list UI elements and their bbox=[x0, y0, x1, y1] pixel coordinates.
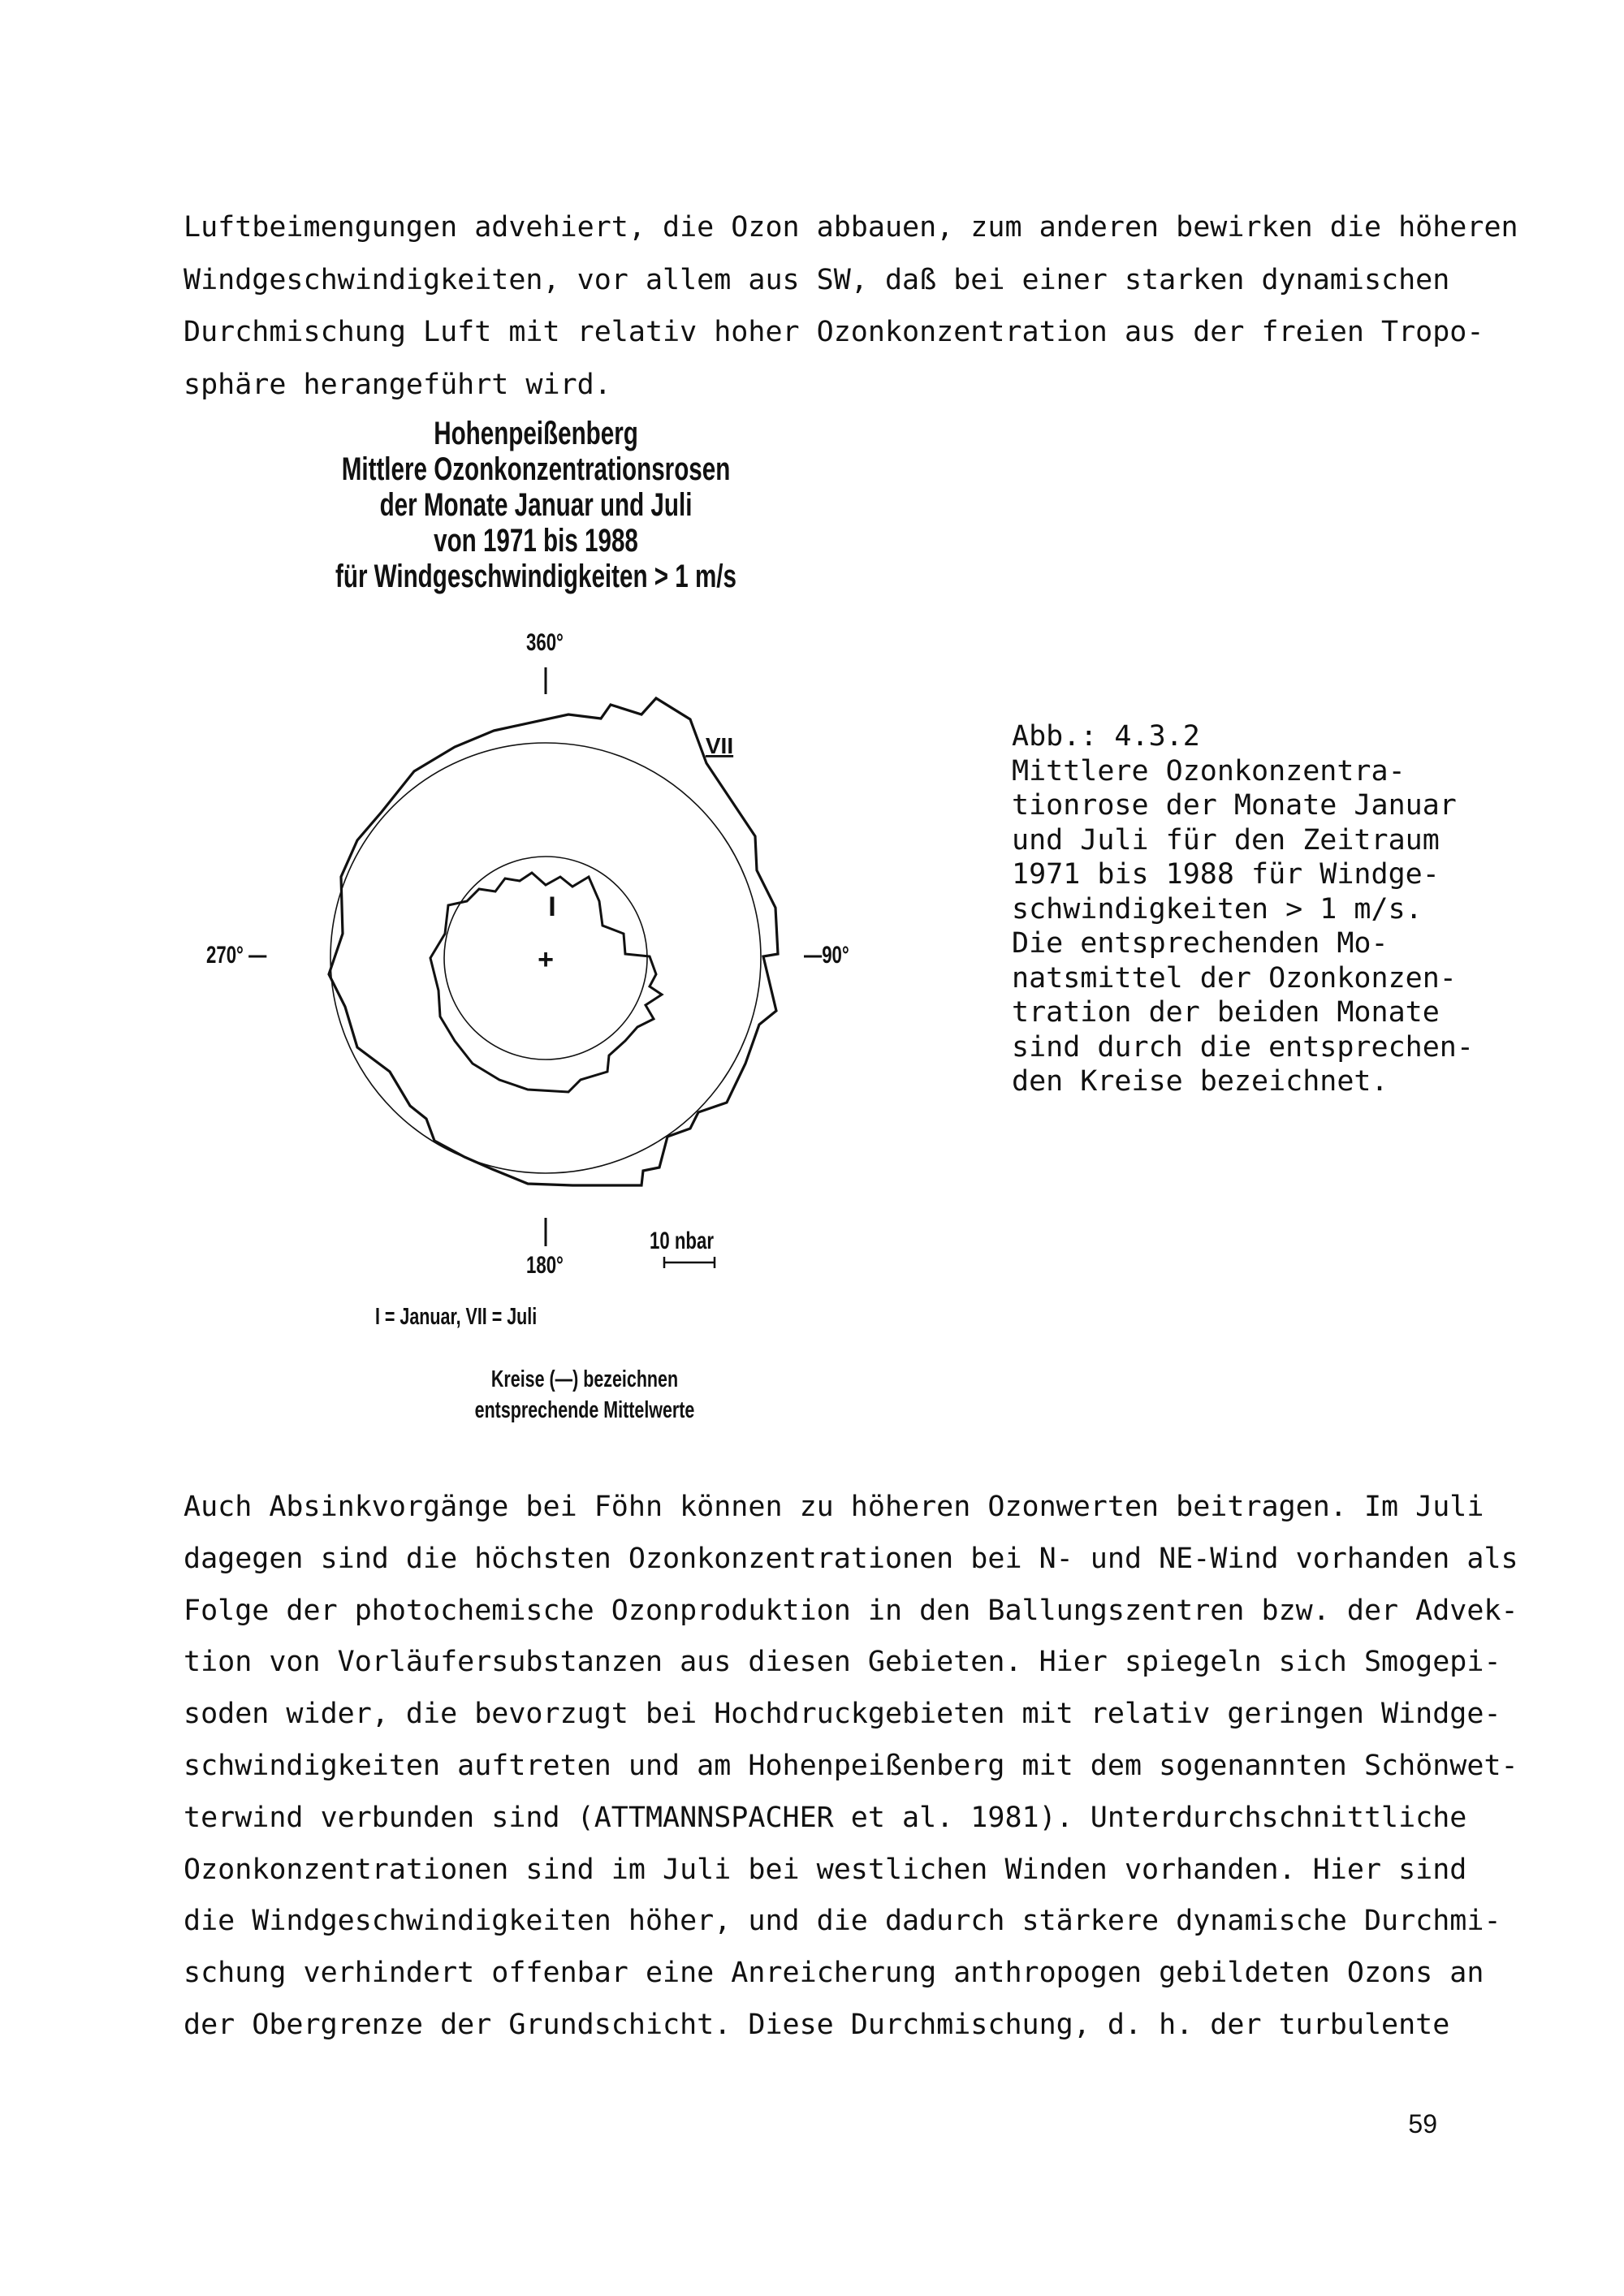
text-line: der Obergrenze der Grundschicht. Diese Durchmischung, d. h. der turbulente bbox=[184, 2008, 1450, 2041]
note-line: Kreise (—) bezeichnen bbox=[490, 1366, 679, 1392]
caption-line: natsmittel der Ozonkonzen- bbox=[1012, 961, 1457, 995]
figure-title-line: Mittlere Ozonkonzentrationsrosen bbox=[341, 451, 731, 487]
ozone-rose-diagram bbox=[195, 633, 812, 1299]
caption-line: sind durch die entsprechen- bbox=[1012, 1030, 1474, 1064]
caption-line: und Juli für den Zeitraum bbox=[1012, 823, 1440, 857]
text-line: Luftbeimengungen advehiert, die Ozon abbauen, zum anderen bewirken die höheren bbox=[184, 211, 1518, 244]
january-label: I bbox=[548, 891, 556, 922]
text-line: Windgeschwindigkeiten, vor allem aus SW, daß bei einer starken dynamischen bbox=[184, 263, 1450, 296]
text-line: soden wider, die bevorzugt bei Hochdruckgebieten mit relativ geringen Windge- bbox=[184, 1698, 1501, 1731]
page-number: 59 bbox=[1408, 2109, 1437, 2138]
direction-west-label: 270° — bbox=[206, 942, 267, 969]
caption-line: tration der beiden Monate bbox=[1012, 996, 1440, 1029]
text-line: terwind verbunden sind (ATTMANNSPACHER et al. 1981). Unterdurchschnittliche bbox=[184, 1801, 1467, 1834]
july-label: VII bbox=[705, 733, 734, 758]
text-line: schung verhindert offenbar eine Anreicherung anthropogen gebildeten Ozons an bbox=[184, 1957, 1484, 1990]
text-line: tion von Vorläufersubstanzen aus diesen Gebieten. Hier spiegeln sich Smogepi- bbox=[184, 1646, 1501, 1679]
caption-line: 1971 bis 1988 für Windge- bbox=[1012, 858, 1440, 891]
caption-line: den Kreise bezeichnet. bbox=[1012, 1065, 1389, 1098]
figure-title-line: für Windgeschwindigkeiten > 1 m/s bbox=[335, 559, 736, 594]
text-line: dagegen sind die höchsten Ozonkonzentrationen bei N- und NE-Wind vorhanden als bbox=[184, 1542, 1518, 1575]
intro-paragraph bbox=[184, 201, 1518, 411]
figure-legend: I = Januar, VII = Juli bbox=[375, 1304, 538, 1330]
text-line: schwindigkeiten auftreten und am Hohenpeißenberg mit dem sogenannten Schönwet- bbox=[184, 1749, 1518, 1782]
figure-title-line: Hohenpeißenberg bbox=[434, 416, 638, 451]
text-line: Folge der photochemische Ozonproduktion in den Ballungszentren bzw. der Advek- bbox=[184, 1594, 1518, 1627]
direction-north-label: 360° bbox=[526, 629, 564, 656]
scale-label: 10 nbar bbox=[650, 1228, 714, 1254]
text-line: die Windgeschwindigkeiten höher, und die dadurch stärkere dynamische Durchmi- bbox=[184, 1905, 1501, 1938]
caption-line: schwindigkeiten > 1 m/s. bbox=[1012, 892, 1423, 926]
text-line: Durchmischung Luft mit relativ hoher Ozonkonzentration aus der freien Tropo- bbox=[184, 316, 1484, 348]
direction-south-label: 180° bbox=[526, 1252, 564, 1279]
figure-note bbox=[404, 1364, 765, 1426]
text-line: Auch Absinkvorgänge bei Föhn können zu höheren Ozonwerten beitragen. Im Juli bbox=[184, 1491, 1484, 1523]
note-line: entsprechende Mittelwerte bbox=[474, 1397, 695, 1423]
caption-line: Abb.: 4.3.2 bbox=[1012, 720, 1200, 753]
text-line: Ozonkonzentrationen sind im Juli bei westlichen Winden vorhanden. Hier sind bbox=[184, 1853, 1467, 1886]
main-paragraph bbox=[184, 1482, 1518, 2052]
caption-line: tionrose der Monate Januar bbox=[1012, 789, 1457, 822]
figure-title bbox=[308, 416, 764, 594]
figure-title-line: der Monate Januar und Juli bbox=[379, 487, 693, 523]
figure-caption bbox=[1012, 719, 1474, 1099]
figure-title-line: von 1971 bis 1988 bbox=[434, 523, 638, 559]
caption-line: Die entsprechenden Mo- bbox=[1012, 927, 1389, 960]
direction-east-label: —90° bbox=[804, 942, 849, 969]
center-mark: + bbox=[538, 944, 554, 975]
caption-line: Mittlere Ozonkonzentra- bbox=[1012, 754, 1406, 788]
text-line: sphäre herangeführt wird. bbox=[184, 368, 611, 401]
